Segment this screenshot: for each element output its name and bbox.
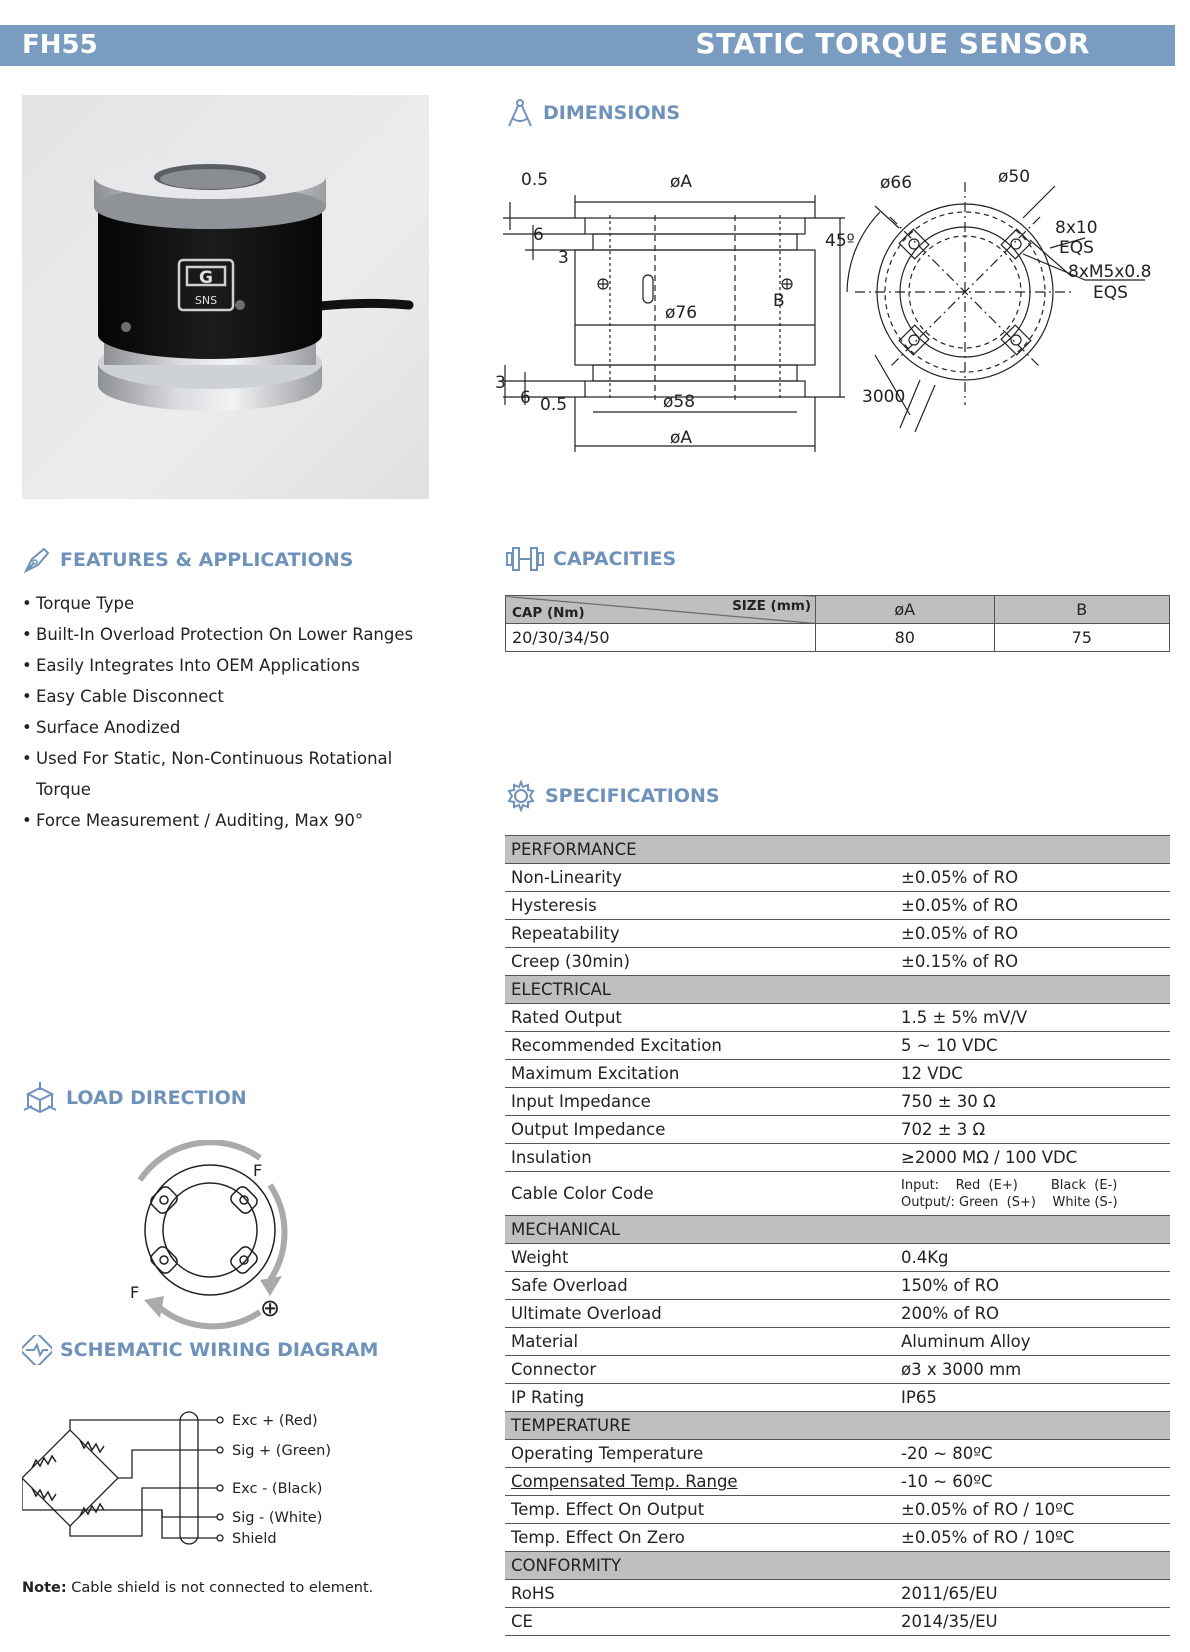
spec-label: Safe Overload — [505, 1272, 895, 1300]
spec-label: Operating Temperature — [505, 1440, 895, 1468]
col-b-header: B — [994, 596, 1169, 624]
table-row — [505, 1496, 1170, 1524]
cable-shield-note — [22, 1580, 373, 1596]
list-item-continued: • Force Measurement / Auditing, Max 90° — [22, 805, 442, 836]
spec-value: ±0.05% of RO — [895, 892, 1170, 920]
pen-nib-icon — [22, 545, 52, 575]
svg-text:8x10: 8x10 — [1055, 218, 1098, 238]
svg-text:øA: øA — [670, 428, 693, 448]
capacities-table — [505, 595, 1170, 652]
spec-value: IP65 — [895, 1384, 1170, 1412]
features-heading — [22, 545, 353, 575]
torque-sensor-image — [22, 95, 429, 499]
table-row — [505, 1144, 1170, 1172]
svg-text:ø50: ø50 — [998, 167, 1031, 187]
load-direction-diagram — [120, 1140, 300, 1330]
group-row-temperature — [505, 1412, 1170, 1440]
cable-color-code — [895, 1172, 1170, 1216]
note-label: Note: — [22, 1580, 67, 1596]
group-row-mechanical — [505, 1216, 1170, 1244]
svg-text:ø58: ø58 — [663, 392, 696, 412]
spec-value: Aluminum Alloy — [895, 1328, 1170, 1356]
spec-value: ø3 x 3000 mm — [895, 1356, 1170, 1384]
svg-text:⊕: ⊕ — [260, 1294, 281, 1322]
table-row — [505, 948, 1170, 976]
svg-text:Exc - (Black): Exc - (Black) — [232, 1481, 323, 1497]
spec-label: Temp. Effect On Zero — [505, 1524, 895, 1552]
spec-label: Hysteresis — [505, 892, 895, 920]
table-row — [505, 1032, 1170, 1060]
svg-text:Exc + (Red): Exc + (Red) — [232, 1413, 318, 1429]
svg-text:EQS: EQS — [1093, 283, 1128, 303]
svg-text:Sig + (Green): Sig + (Green) — [232, 1443, 332, 1459]
load-direction-title: LOAD DIRECTION — [66, 1087, 247, 1109]
group-row-conformity — [505, 1552, 1170, 1580]
table-row — [505, 892, 1170, 920]
product-photo — [22, 95, 429, 499]
spec-label: Creep (30min) — [505, 948, 895, 976]
svg-text:6: 6 — [533, 225, 544, 245]
spec-label: IP Rating — [505, 1384, 895, 1412]
spec-value: 200% of RO — [895, 1300, 1170, 1328]
spec-label: CE — [505, 1608, 895, 1636]
spec-value: ±0.05% of RO / 10ºC — [895, 1524, 1170, 1552]
a-value: 80 — [816, 624, 995, 652]
spec-label: Input Impedance — [505, 1088, 895, 1116]
table-row — [505, 920, 1170, 948]
spec-label: Repeatability — [505, 920, 895, 948]
dimension-drawing — [495, 160, 1185, 465]
document-title: STATIC TORQUE SENSOR — [695, 27, 1090, 60]
spec-value: ≥2000 MΩ / 100 VDC — [895, 1144, 1170, 1172]
table-row — [505, 1468, 1170, 1496]
spec-value: 702 ± 3 Ω — [895, 1116, 1170, 1144]
table-row — [505, 1060, 1170, 1088]
svg-text:0.5: 0.5 — [540, 395, 568, 415]
table-row — [505, 1440, 1170, 1468]
cable-line-output: Output/: Green (S+) White (S-) — [901, 1194, 1118, 1210]
wiring-diagram — [22, 1410, 352, 1550]
spec-label: Maximum Excitation — [505, 1060, 895, 1088]
table-row — [505, 1580, 1170, 1608]
table-row — [505, 864, 1170, 892]
note-text: Cable shield is not connected to element. — [71, 1580, 374, 1596]
list-item: • Easily Integrates Into OEM Applications — [22, 650, 442, 681]
svg-text:ø66: ø66 — [880, 173, 913, 193]
table-row — [505, 1608, 1170, 1636]
circuit-icon — [22, 1335, 52, 1365]
svg-text:Sig - (White): Sig - (White) — [232, 1510, 323, 1526]
model-number: FH55 — [22, 30, 98, 60]
spec-value: 150% of RO — [895, 1272, 1170, 1300]
table-row — [505, 1356, 1170, 1384]
capacities-title: CAPACITIES — [553, 548, 677, 570]
spec-value: -10 ~ 60ºC — [895, 1468, 1170, 1496]
group-row-electrical — [505, 976, 1170, 1004]
table-row — [506, 624, 1170, 652]
group-title: PERFORMANCE — [505, 836, 1170, 864]
group-title: MECHANICAL — [505, 1216, 1170, 1244]
list-item: • Easy Cable Disconnect — [22, 681, 442, 712]
spec-label: RoHS — [505, 1580, 895, 1608]
spec-value: 5 ~ 10 VDC — [895, 1032, 1170, 1060]
svg-text:F: F — [253, 1161, 263, 1180]
table-row — [505, 1116, 1170, 1144]
list-item: • Surface Anodized — [22, 712, 442, 743]
svg-text:B: B — [773, 291, 785, 311]
table-header-row — [506, 596, 1170, 624]
spec-value: 2011/65/EU — [895, 1580, 1170, 1608]
spec-value: -20 ~ 80ºC — [895, 1440, 1170, 1468]
list-item: • Built-In Overload Protection On Lower Ranges — [22, 619, 442, 650]
spec-label: Weight — [505, 1244, 895, 1272]
svg-text:0.5: 0.5 — [521, 170, 549, 190]
spec-label: Rated Output — [505, 1004, 895, 1032]
spec-value: ±0.05% of RO / 10ºC — [895, 1496, 1170, 1524]
spec-value: ±0.05% of RO — [895, 920, 1170, 948]
list-item: • Torque Type — [22, 588, 442, 619]
group-title: ELECTRICAL — [505, 976, 1170, 1004]
table-row — [505, 1088, 1170, 1116]
cap-size-header — [506, 596, 816, 624]
spec-label: Output Impedance — [505, 1116, 895, 1144]
spec-value: 1.5 ± 5% mV/V — [895, 1004, 1170, 1032]
svg-text:6: 6 — [520, 388, 531, 408]
specifications-table — [505, 835, 1170, 1636]
table-row — [505, 1300, 1170, 1328]
b-value: 75 — [994, 624, 1169, 652]
svg-text:3: 3 — [558, 248, 569, 268]
dumbbell-icon — [505, 545, 545, 573]
svg-text:F: F — [130, 1283, 140, 1302]
specifications-heading — [505, 780, 720, 812]
spec-value: ±0.05% of RO — [895, 864, 1170, 892]
svg-text:45º: 45º — [825, 231, 855, 251]
svg-text:øA: øA — [670, 172, 693, 192]
group-title: CONFORMITY — [505, 1552, 1170, 1580]
spec-label: Cable Color Code — [505, 1172, 895, 1216]
table-row — [505, 1328, 1170, 1356]
spec-value: 750 ± 30 Ω — [895, 1088, 1170, 1116]
spec-label: Temp. Effect On Output — [505, 1496, 895, 1524]
table-row — [505, 1244, 1170, 1272]
svg-text:3000: 3000 — [862, 387, 906, 407]
spec-value: ±0.15% of RO — [895, 948, 1170, 976]
group-row-performance — [505, 836, 1170, 864]
features-title: FEATURES & APPLICATIONS — [60, 549, 354, 571]
svg-text:3: 3 — [495, 373, 506, 393]
compass-icon — [505, 98, 535, 128]
table-row — [505, 1004, 1170, 1032]
spec-label: Ultimate Overload — [505, 1300, 895, 1328]
svg-text:G: G — [199, 268, 213, 288]
col-a-header: øA — [816, 596, 995, 624]
specifications-title: SPECIFICATIONS — [545, 785, 720, 807]
dimensions-heading — [505, 98, 680, 128]
table-row — [505, 1172, 1170, 1216]
table-row — [505, 1384, 1170, 1412]
svg-text:EQS: EQS — [1059, 238, 1094, 258]
group-title: TEMPERATURE — [505, 1412, 1170, 1440]
cable-line-input: Input: Red (E+) Black (E-) — [901, 1177, 1118, 1193]
capacities-heading — [505, 545, 676, 573]
gear-icon — [505, 780, 537, 812]
spec-value: 2014/35/EU — [895, 1608, 1170, 1636]
spec-value: 12 VDC — [895, 1060, 1170, 1088]
list-item: • Used For Static, Non-Continuous Rotational Torque — [22, 743, 442, 805]
cap-value: 20/30/34/50 — [506, 624, 816, 652]
wiring-heading — [22, 1335, 378, 1365]
svg-text:SNS: SNS — [194, 294, 218, 307]
spec-label: Insulation — [505, 1144, 895, 1172]
features-list — [22, 588, 442, 836]
spec-label: Recommended Excitation — [505, 1032, 895, 1060]
spec-label: Material — [505, 1328, 895, 1356]
cube-icon — [22, 1080, 58, 1116]
cap-label: CAP (Nm) — [512, 605, 585, 621]
svg-text:8xM5x0.8: 8xM5x0.8 — [1068, 262, 1152, 282]
load-direction-heading — [22, 1080, 247, 1116]
spec-label: Compensated Temp. Range — [505, 1468, 895, 1496]
table-row — [505, 1272, 1170, 1300]
svg-text:Shield: Shield — [232, 1531, 277, 1547]
size-label: SIZE (mm) — [732, 598, 811, 614]
wiring-title: SCHEMATIC WIRING DIAGRAM — [60, 1339, 379, 1361]
spec-label: Non-Linearity — [505, 864, 895, 892]
table-row — [505, 1524, 1170, 1552]
dimensions-title: DIMENSIONS — [543, 102, 681, 124]
svg-text:ø76: ø76 — [665, 303, 698, 323]
spec-label: Connector — [505, 1356, 895, 1384]
spec-value: 0.4Kg — [895, 1244, 1170, 1272]
